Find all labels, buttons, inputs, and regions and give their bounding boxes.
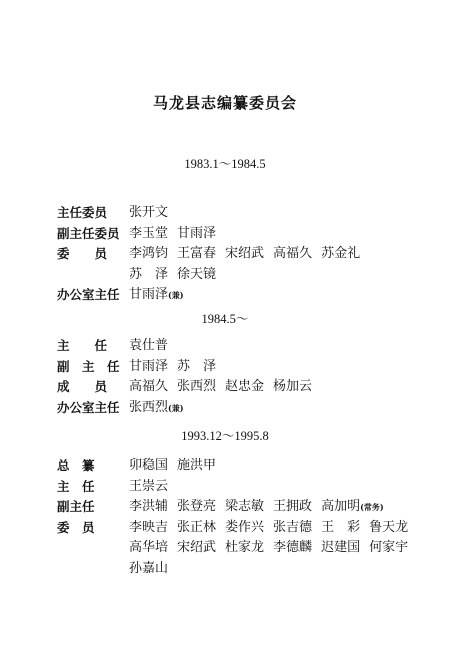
member-row xyxy=(57,285,427,306)
member-name: 何家宇 xyxy=(369,540,409,555)
period-heading-2: 1984.5～ xyxy=(201,312,249,326)
page-title: 马龙县志编纂委员会 xyxy=(152,94,297,112)
member-names xyxy=(129,518,427,580)
member-name: 王 彩 xyxy=(321,519,361,535)
member-name: 苏 泽 xyxy=(177,358,217,374)
member-row xyxy=(57,377,427,398)
member-name: 娄作兴 xyxy=(225,519,265,535)
member-name: 杜家龙 xyxy=(225,540,265,555)
member-name: 张西烈 xyxy=(177,379,217,394)
member-name: 张登亮 xyxy=(177,499,217,514)
concurrent-note: (兼) xyxy=(168,290,184,300)
member-name: 徐天镜 xyxy=(177,266,217,282)
member-row xyxy=(57,203,427,224)
member-name: 苏金礼 xyxy=(321,246,361,261)
member-names xyxy=(129,398,409,419)
member-name: 张正林 xyxy=(177,519,217,535)
member-row xyxy=(57,336,427,357)
member-name xyxy=(129,398,184,419)
role-label: 总 纂 xyxy=(57,458,95,473)
member-name: 宋绍武 xyxy=(225,246,265,261)
member-name: 袁仕普 xyxy=(129,338,169,353)
member-names xyxy=(129,336,409,357)
role-label: 副主任委员 xyxy=(57,225,120,241)
member-row xyxy=(57,497,427,518)
member-row xyxy=(57,477,427,498)
role-label: 副 主 任 xyxy=(57,358,120,374)
member-names xyxy=(129,497,427,518)
member-name: 高福久 xyxy=(273,246,313,261)
role-label: 主任委员 xyxy=(57,205,108,220)
member-row xyxy=(57,456,427,477)
executive-note: (常务) xyxy=(360,502,384,512)
member-name: 赵忠金 xyxy=(225,379,265,394)
member-name: 甘雨泽 xyxy=(177,225,217,241)
member-name: 王拥政 xyxy=(273,499,313,514)
concurrent-note: (兼) xyxy=(168,402,184,413)
member-row xyxy=(57,357,427,378)
member-name: 卯稳国 xyxy=(129,458,169,473)
member-name: 梁志敏 xyxy=(225,499,265,514)
member-names xyxy=(129,456,409,477)
role-label: 主 任 xyxy=(57,478,95,494)
member-name: 迟建国 xyxy=(321,540,361,555)
role-label: 委 员 xyxy=(57,519,95,535)
member-name: 高福久 xyxy=(129,379,169,394)
member-names xyxy=(129,224,409,245)
member-names xyxy=(129,244,409,285)
member-name: 李鸿钧 xyxy=(129,246,169,261)
member-name: 李玉堂 xyxy=(129,225,169,241)
period-heading-1: 1983.1～1984.5 xyxy=(184,157,266,171)
member-name: 鲁天龙 xyxy=(369,519,409,535)
member-names xyxy=(129,377,409,398)
member-name: 张吉德 xyxy=(273,519,313,535)
member-name: 宋绍武 xyxy=(177,540,217,555)
member-names xyxy=(129,357,409,378)
member-row xyxy=(57,224,427,245)
member-name: 张开文 xyxy=(129,205,169,220)
member-names xyxy=(129,285,409,306)
member-name: 李德麟 xyxy=(273,540,313,555)
role-label: 主 任 xyxy=(57,338,108,353)
member-name xyxy=(129,285,184,306)
role-label: 副主任 xyxy=(57,499,95,514)
member-name: 苏 泽 xyxy=(129,266,169,282)
member-name: 施洪甲 xyxy=(177,458,217,473)
role-label: 办公室主任 xyxy=(57,287,120,302)
member-row xyxy=(57,244,427,285)
member-names xyxy=(129,203,409,224)
committee-section-2 xyxy=(57,336,427,418)
committee-section-1 xyxy=(57,203,427,306)
member-name-text: 张西烈 xyxy=(129,399,169,415)
member-name: 王崇云 xyxy=(129,478,169,494)
committee-section-3 xyxy=(57,456,427,579)
member-name: 杨加云 xyxy=(273,379,313,394)
member-row xyxy=(57,518,427,580)
role-label: 办公室主任 xyxy=(57,399,120,415)
member-name-text: 高加明 xyxy=(321,499,361,514)
member-name: 李洪辅 xyxy=(129,499,169,514)
member-name: 甘雨泽 xyxy=(129,358,169,374)
member-row xyxy=(57,398,427,419)
member-name-text: 甘雨泽 xyxy=(129,287,169,302)
member-name: 李映吉 xyxy=(129,519,169,535)
role-label: 委 员 xyxy=(57,246,108,261)
member-names xyxy=(129,477,409,498)
role-label: 成 员 xyxy=(57,379,108,394)
member-name: 孙嘉山 xyxy=(129,560,169,576)
period-heading-3: 1993.12～1995.8 xyxy=(181,429,269,443)
member-name: 高华培 xyxy=(129,540,169,555)
member-name xyxy=(321,497,384,518)
member-name: 王富春 xyxy=(177,246,217,261)
